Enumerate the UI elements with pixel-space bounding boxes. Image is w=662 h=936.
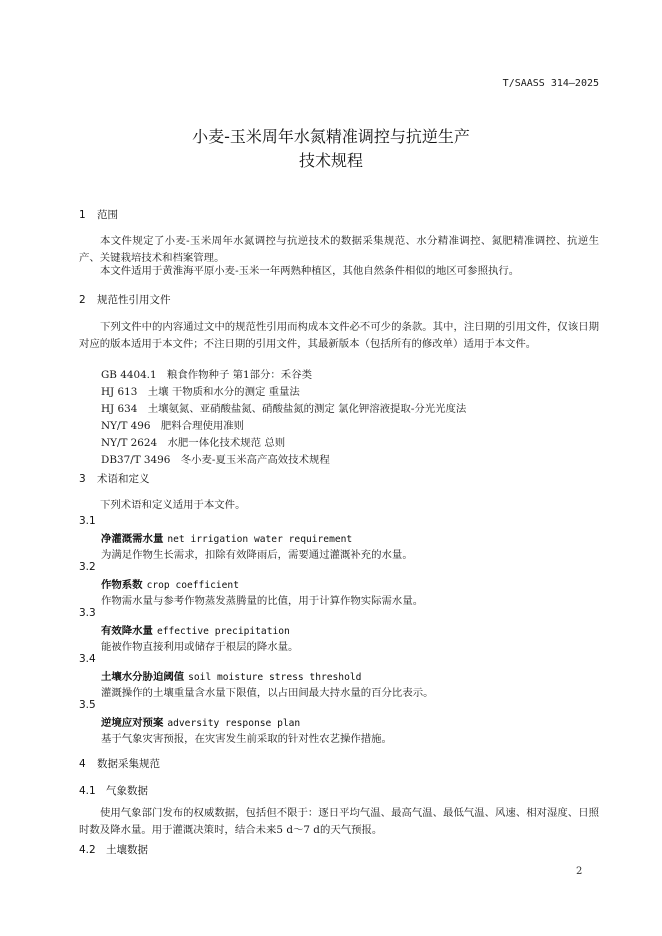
term-number: 3.2: [79, 561, 96, 573]
section-heading-terms: [79, 471, 150, 486]
section-title: 数据采集规范: [97, 758, 160, 770]
term-chinese: 逆境应对预案: [101, 717, 164, 729]
reference-item: HJ 613 土壤 干物质和水分的测定 重量法: [101, 386, 300, 398]
term-english: net irrigation water requirement: [167, 534, 353, 545]
subsection-heading-weather-data: [79, 783, 148, 798]
term-entry: [101, 576, 239, 591]
term-number: 3.3: [79, 607, 96, 619]
term-number: 3.1: [79, 515, 96, 527]
section-number: 4: [79, 758, 86, 770]
term-chinese: 有效降水量: [101, 625, 153, 637]
weather-data-paragraph: 使用气象部门发布的权威数据，包括但不限于：逐日平均气温、最高气温、最低气温、风速、相对湿度、日照时数及降水量。用于灌溉决策时，结合未来5 d～7 d的天气预报。: [79, 807, 599, 836]
section-heading-data-collection: [79, 756, 160, 771]
standard-code: T/SAASS 314—2025: [502, 78, 599, 89]
term-number: 3.5: [79, 699, 96, 711]
page-number: 2: [576, 866, 583, 877]
reference-item: NY/T 496 肥料合理使用准则: [101, 420, 245, 432]
section-title: 范围: [97, 209, 118, 221]
term-entry: [101, 714, 300, 729]
subsection-number: 4.2: [79, 844, 96, 856]
term-chinese: 净灌溉需水量: [101, 533, 164, 545]
section-number: 2: [79, 294, 86, 306]
scope-paragraph-2: 本文件适用于黄淮海平原小麦-玉米一年两熟种植区，其他自然条件相似的地区可参照执行。: [100, 265, 520, 277]
section-title: 规范性引用文件: [97, 294, 171, 306]
subsection-heading-soil-data: [79, 842, 148, 857]
term-number: 3.4: [79, 653, 96, 665]
section-heading-normative-references: [79, 292, 171, 307]
reference-item: HJ 634 土壤氨氮、亚硝酸盐氮、硝酸盐氮的测定 氯化钾溶液提取-分光光度法: [101, 403, 467, 415]
references-intro-paragraph: 下列文件中的内容通过文中的规范性引用而构成本文件必不可少的条款。其中，注日期的引用文件，仅该日期对应的版本适用于本文件；不注日期的引用文件，其最新版本（包括所有的修改单）适用于本文件。: [79, 321, 599, 350]
term-english: crop coefficient: [146, 580, 239, 591]
term-definition: 灌溉操作的土壤重量含水量下限值，以占田间最大持水量的百分比表示。: [101, 687, 434, 699]
subsection-number: 4.1: [79, 785, 96, 797]
subsection-title: 土壤数据: [106, 844, 148, 856]
term-definition: 作物需水量与参考作物蒸发蒸腾量的比值，用于计算作物实际需水量。: [101, 595, 424, 607]
document-title-line1: 小麦-玉米周年水氮精准调控与抗逆生产: [192, 127, 470, 146]
document-title-line2: 技术规程: [298, 151, 363, 170]
section-number: 3: [79, 473, 86, 485]
subsection-title: 气象数据: [106, 785, 148, 797]
section-heading-scope: [79, 207, 118, 222]
term-english: soil moisture stress threshold: [188, 672, 362, 683]
reference-item: GB 4404.1 粮食作物种子 第1部分：禾谷类: [101, 369, 312, 381]
term-entry: [101, 530, 352, 545]
term-definition: 基于气象灾害预报，在灾害发生前采取的针对性农艺操作措施。: [101, 733, 392, 745]
term-chinese: 土壤水分胁迫阈值: [101, 671, 185, 683]
reference-item: DB37/T 3496 冬小麦-夏玉米高产高效技术规程: [101, 454, 330, 466]
section-title: 术语和定义: [97, 473, 150, 485]
term-english: adversity response plan: [167, 718, 301, 729]
term-chinese: 作物系数: [101, 579, 143, 591]
reference-item: NY/T 2624 水肥一体化技术规范 总则: [101, 437, 286, 449]
term-definition: 能被作物直接利用或储存于根层的降水量。: [101, 641, 299, 653]
terms-intro: 下列术语和定义适用于本文件。: [100, 499, 246, 511]
term-definition: 为满足作物生长需求，扣除有效降雨后，需要通过灌溉补充的水量。: [101, 549, 413, 561]
section-number: 1: [79, 209, 86, 221]
term-entry: [101, 622, 290, 637]
term-entry: [101, 668, 361, 683]
scope-paragraph-1: 本文件规定了小麦-玉米周年水氮调控与抗逆技术的数据采集规范、水分精准调控、氮肥精准调控、抗逆生产、关键栽培技术和档案管理。: [79, 235, 599, 264]
term-english: effective precipitation: [156, 626, 290, 637]
